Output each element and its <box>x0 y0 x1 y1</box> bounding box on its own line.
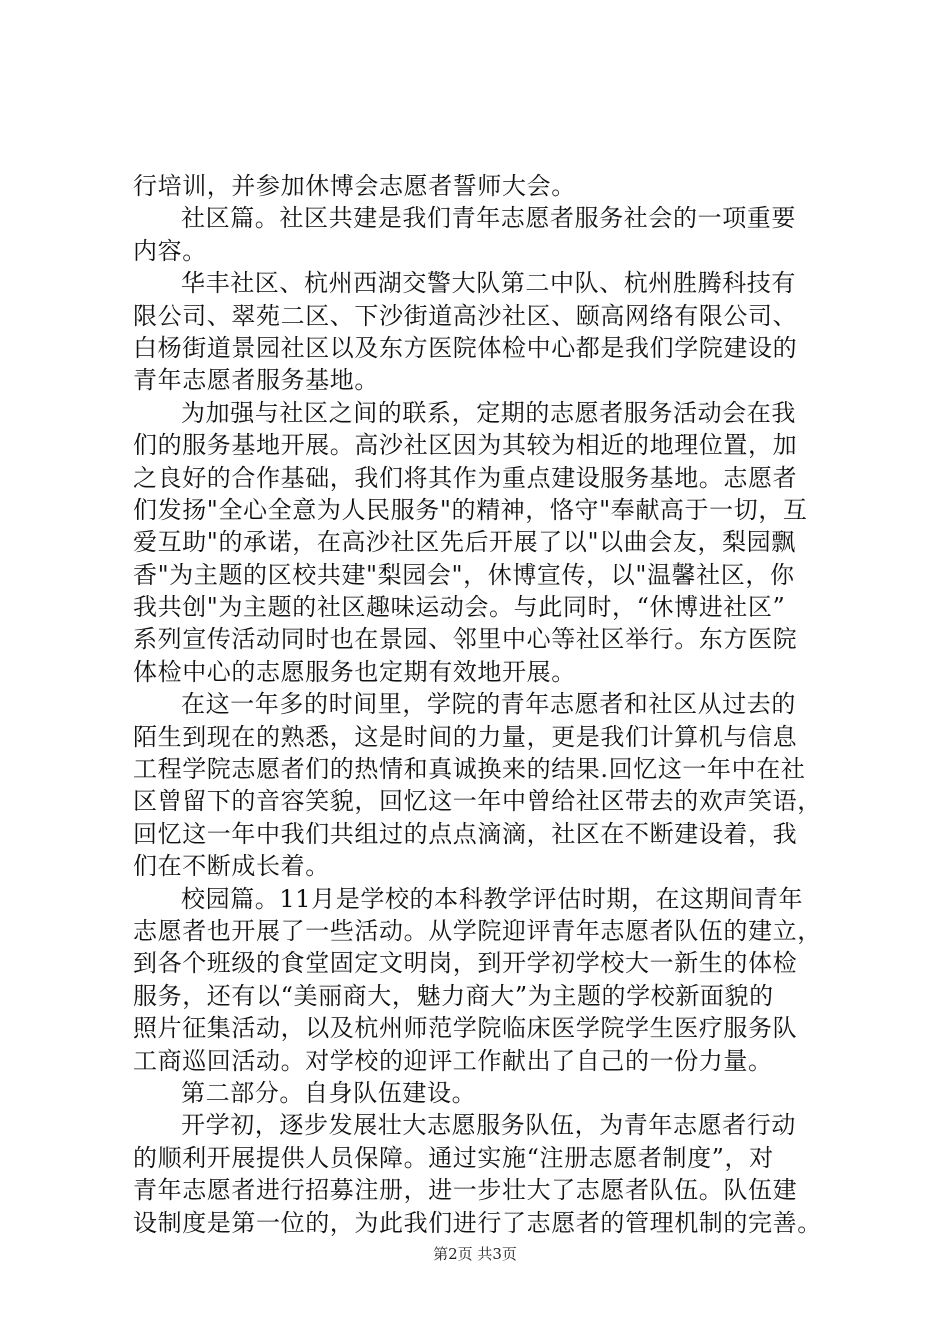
text-line: 回忆这一年中我们共组过的点点滴滴，社区在不断建设着，我 <box>133 819 798 848</box>
text-line: 们发扬"全心全意为人民服务"的精神，恪守"奉献高于一切，互 <box>133 495 808 524</box>
text-line: 的顺利开展提供人员保障。通过实施“注册志愿者制度”，对 <box>133 1143 774 1172</box>
text-line: 工商巡回活动。对学校的迎评工作献出了自己的一份力量。 <box>133 1046 773 1075</box>
text-line: 们的服务基地开展。高沙社区因为其较为相近的地理位置，加 <box>133 431 798 460</box>
paragraph-first-line: 开学初，逐步发展壮大志愿服务队伍，为青年志愿者行动 <box>181 1111 796 1140</box>
text-line: 内容。 <box>133 236 207 265</box>
document-body <box>133 170 833 1239</box>
paragraph-first-line: 华丰社区、杭州西湖交警大队第二中队、杭州胜腾科技有 <box>181 269 796 298</box>
paragraph-first-line: 社区篇。社区共建是我们青年志愿者服务社会的一项重要 <box>181 204 796 233</box>
text-line: 限公司、翠苑二区、下沙街道高沙社区、颐高网络有限公司、 <box>133 301 798 330</box>
text-line: 香"为主题的区校共建"梨园会"，休博宣传，以"温馨社区，你 <box>133 560 795 589</box>
text-line: 区曾留下的音容笑貌，回忆这一年中曾给社区带去的欢声笑语， <box>133 787 822 816</box>
text-line: 白杨街道景园社区以及东方医院体检中心都是我们学院建设的 <box>133 333 798 362</box>
text-line: 设制度是第一位的，为此我们进行了志愿者的管理机制的完善。 <box>133 1208 822 1237</box>
text-line: 陌生到现在的熟悉，这是时间的力量，更是我们计算机与信息 <box>133 722 798 751</box>
text-line: 工程学院志愿者们的热情和真诚换来的结果.回忆这一年中在社 <box>133 755 806 784</box>
text-line: 们在不断成长着。 <box>133 852 330 881</box>
text-line: 照片征集活动，以及杭州师范学院临床医学院学生医疗服务队 <box>133 1014 798 1043</box>
text-line: 服务，还有以“美丽商大，魅力商大”为主题的学校新面貌的 <box>133 981 774 1010</box>
text-line: 之良好的合作基础，我们将其作为重点建设服务基地。志愿者 <box>133 463 798 492</box>
text-line: 到各个班级的食堂固定文明岗，到开学初学校大一新生的体检 <box>133 949 798 978</box>
text-line: 行培训，并参加休博会志愿者誓师大会。 <box>133 172 576 200</box>
text-line: 青年志愿者进行招募注册，进一步壮大了志愿者队伍。队伍建 <box>133 1176 798 1205</box>
text-line: 体检中心的志愿服务也定期有效地开展。 <box>133 657 576 686</box>
page-number-footer: 第2页 共3页 <box>433 1245 517 1263</box>
text-line: 爱互助"的承诺，在高沙社区先后开展了以"以曲会友，梨园飘 <box>133 528 796 557</box>
paragraph-first-line: 为加强与社区之间的联系，定期的志愿者服务活动会在我 <box>181 398 796 427</box>
text-line: 志愿者也开展了一些活动。从学院迎评青年志愿者队伍的建立， <box>133 916 822 945</box>
section-heading-line: 第二部分。自身队伍建设。 <box>181 1078 477 1107</box>
text-line: 青年志愿者服务基地。 <box>133 366 379 395</box>
text-line: 系列宣传活动同时也在景园、邻里中心等社区举行。东方医院 <box>133 625 798 654</box>
paragraph-first-line: 校园篇。11月是学校的本科教学评估时期，在这期间青年 <box>181 884 804 913</box>
paragraph-first-line: 在这一年多的时间里，学院的青年志愿者和社区从过去的 <box>181 690 796 719</box>
text-line: 我共创"为主题的社区趣味运动会。与此同时，“休博进社区” <box>133 593 786 622</box>
